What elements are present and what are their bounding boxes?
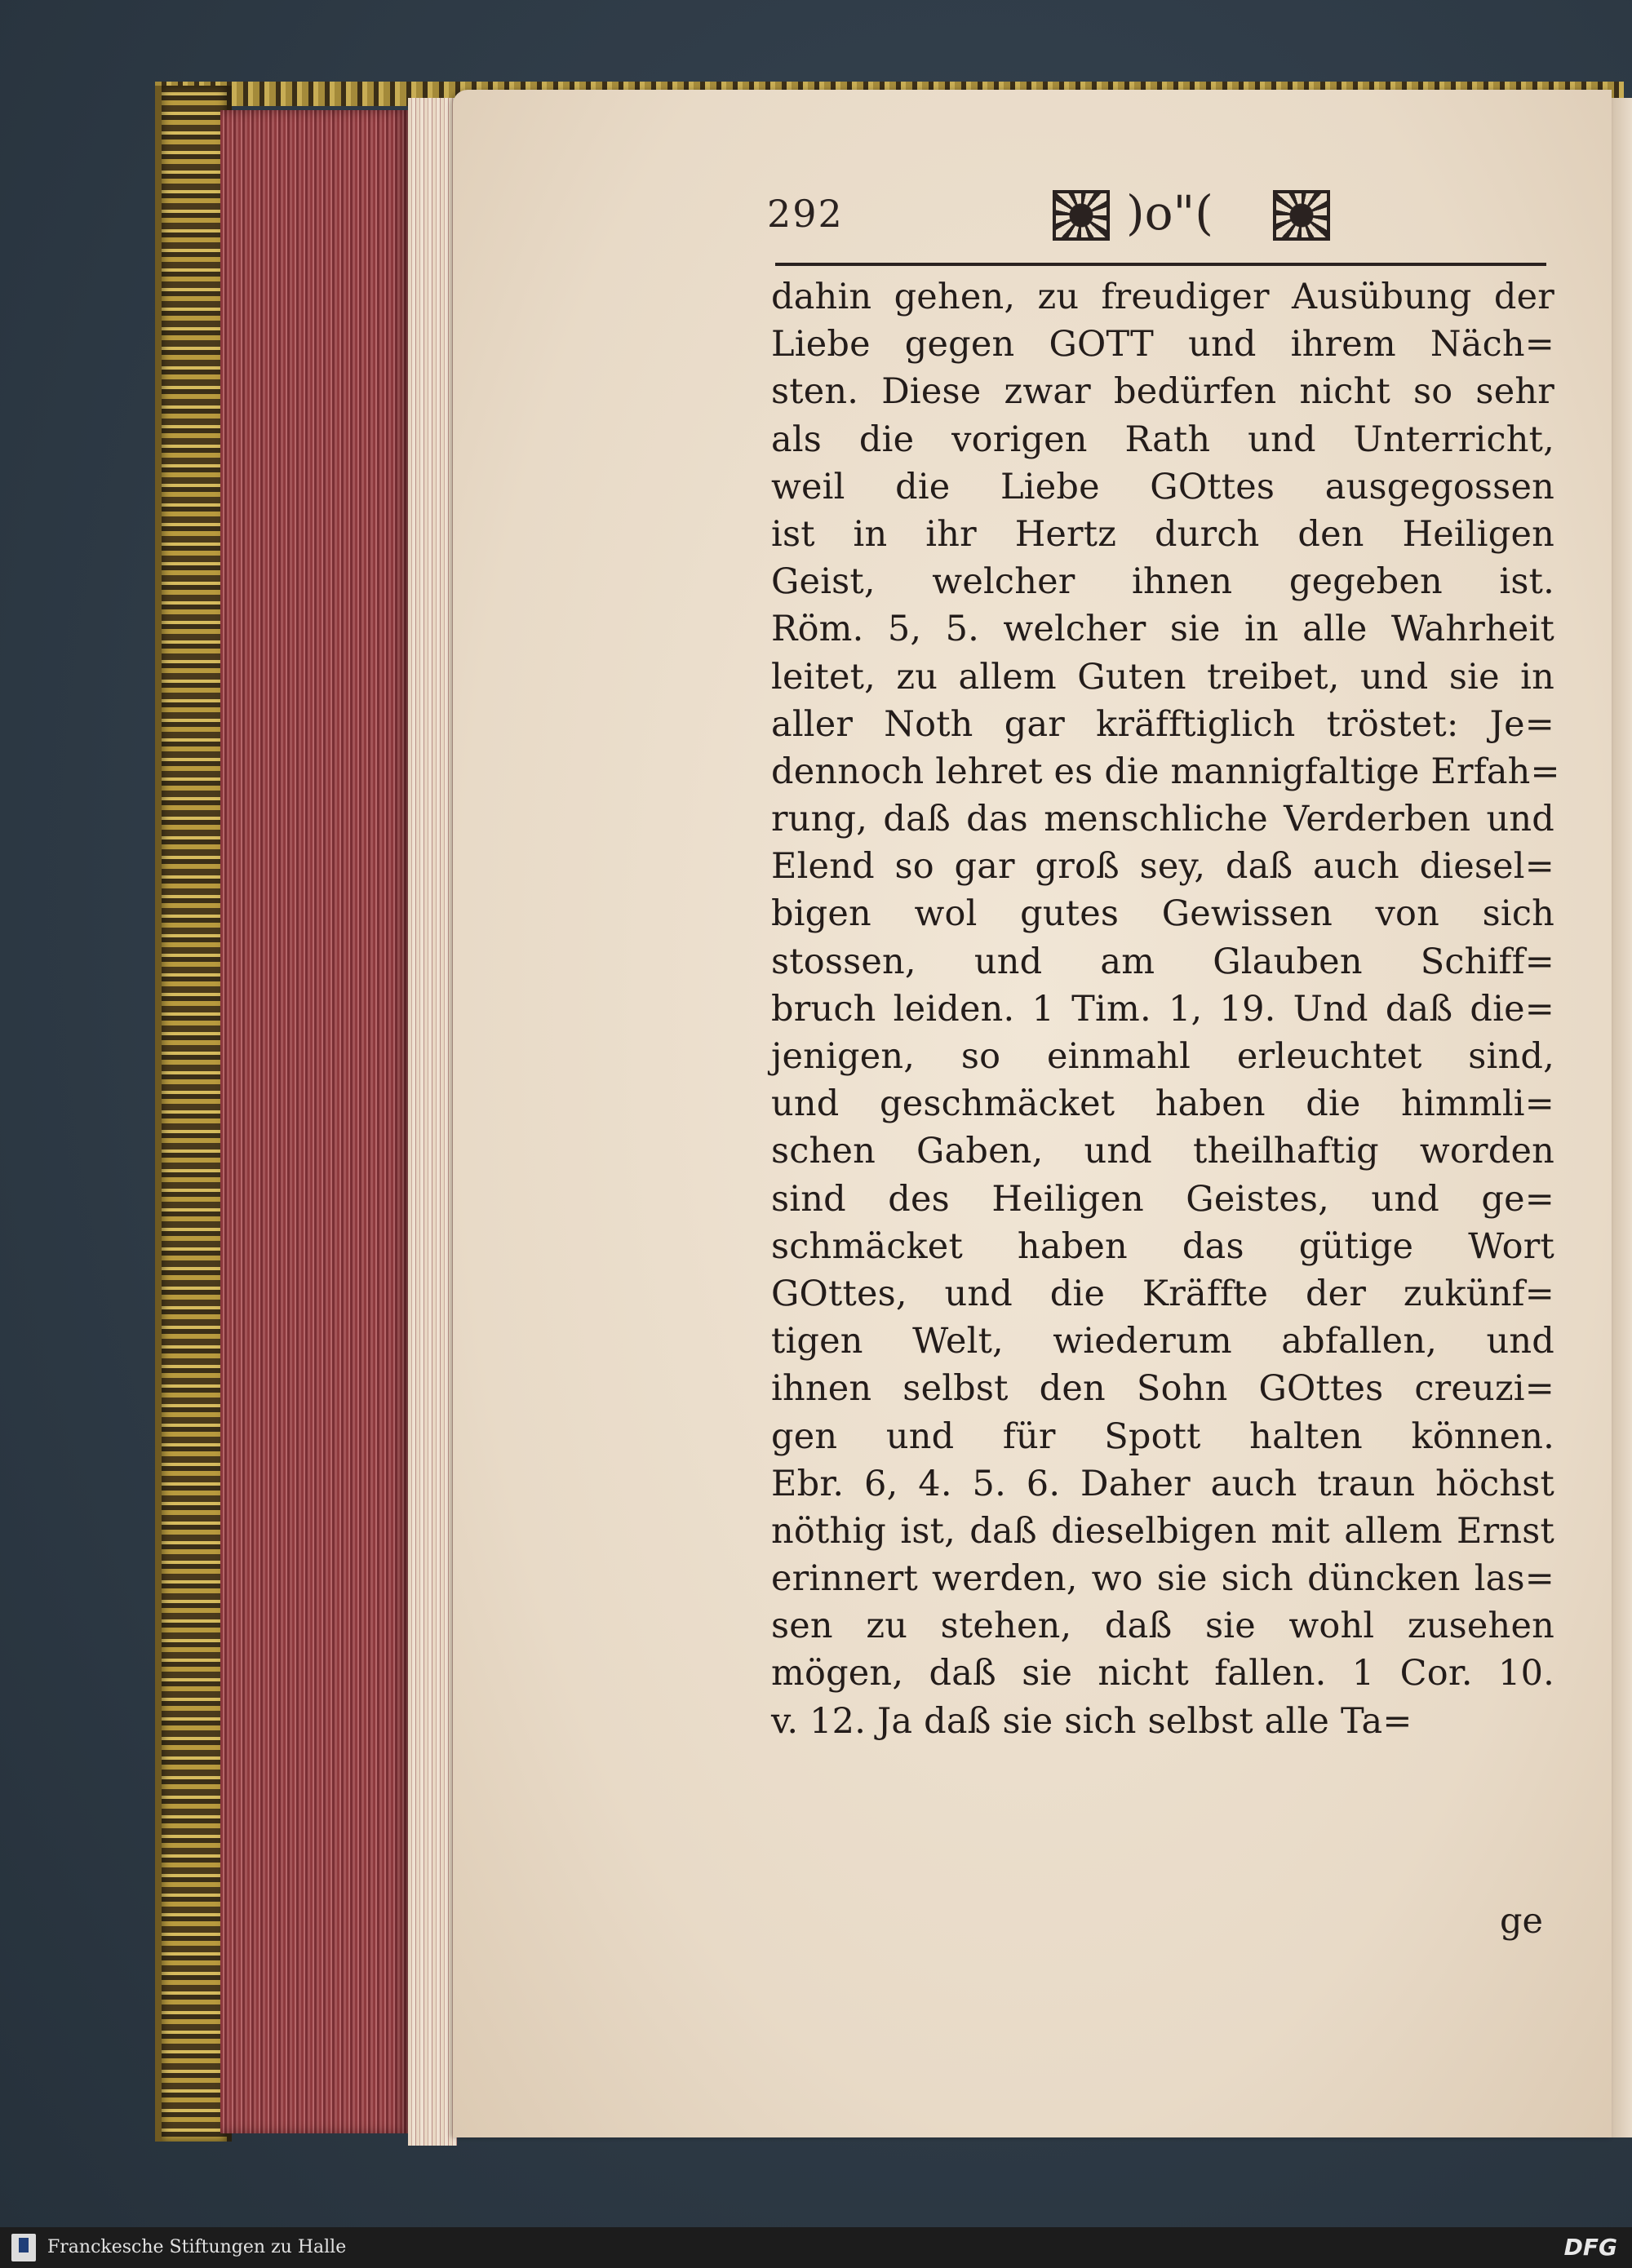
text-line: weil die Liebe GOttes ausgegossen (771, 466, 1554, 507)
text-line: mögen, daß sie nicht fallen. 1 Cor. 10. (771, 1653, 1554, 1694)
text-line: Elend so gar groß sey, daß auch diesel= (771, 846, 1554, 888)
text-line: sen zu stehen, daß sie wohl zusehen (771, 1606, 1554, 1647)
text-line: Ebr. 6, 4. 5. 6. Daher auch traun höchst (771, 1463, 1554, 1504)
text-line: sind des Heiligen Geistes, und ge= (771, 1178, 1554, 1220)
text-line: schmäcket haben das gütige Wort (771, 1225, 1554, 1267)
text-line: bigen wol gutes Gewissen von sich (771, 893, 1554, 935)
ornament-left-icon (1053, 190, 1110, 241)
text-line: jenigen, so einmahl erleuchtet sind, (771, 1036, 1554, 1077)
text-line: gen und für Spott halten können. (771, 1415, 1554, 1457)
ornament-right-icon (1273, 190, 1330, 241)
text-line: ihnen selbst den Sohn GOttes creuzi= (771, 1368, 1554, 1410)
text-line: Geist, welcher ihnen gegeben ist. (771, 561, 1554, 603)
text-line: stossen, und am Glauben Schiff= (771, 941, 1554, 982)
text-line: Röm. 5, 5. welcher sie in alle Wahrheit (771, 609, 1554, 650)
text-line: rung, daß das menschliche Verderben und (771, 799, 1554, 840)
text-line: Liebe gegen GOTT und ihrem Näch= (771, 324, 1554, 365)
institution-logo-icon (11, 2234, 36, 2261)
dfg-logo: DFG (1563, 2234, 1617, 2261)
text-line: leitet, zu allem Guten treibet, und sie in (771, 656, 1554, 698)
catchword: ge (1500, 1901, 1543, 1942)
text-line: GOttes, und die Kräffte der zukünf= (771, 1273, 1554, 1314)
page-header (767, 184, 1550, 257)
red-page-block (220, 110, 408, 2133)
text-line: schen Gaben, und theilhaftig worden (771, 1131, 1554, 1172)
text-line: und geschmäcket haben die himmli= (771, 1083, 1554, 1125)
text-line: nöthig ist, daß dieselbigen mit allem Ernst (771, 1510, 1554, 1552)
text-line: aller Noth gar kräfftiglich tröstet: Je= (771, 703, 1554, 745)
page-edges (408, 98, 457, 2146)
text-line: tigen Welt, wiederum abfallen, und (771, 1321, 1554, 1362)
text-line: bruch leiden. 1 Tim. 1, 19. Und daß die= (771, 988, 1554, 1030)
header-mark: )o"( (1126, 185, 1213, 241)
body-text (771, 273, 1560, 1745)
text-line: ist in ihr Hertz durch den Heiligen (771, 513, 1554, 555)
text-line: v. 12. Ja daß sie sich selbst alle Ta= (771, 1700, 1412, 1742)
header-rule (775, 263, 1546, 266)
footer-bar (0, 2227, 1632, 2268)
institution-name: Franckesche Stiftungen zu Halle (47, 2237, 347, 2257)
text-line: als die vorigen Rath und Unterricht, (771, 419, 1554, 460)
text-line: dennoch lehret es die mannigfaltige Erfah= (771, 751, 1560, 792)
text-line: dahin gehen, zu freudiger Ausübung der (771, 277, 1554, 317)
text-line: erinnert werden, wo sie sich düncken las= (771, 1558, 1554, 1600)
text-line: sten. Diese zwar bedürfen nicht so sehr (771, 371, 1554, 413)
page-number: 292 (767, 192, 844, 236)
